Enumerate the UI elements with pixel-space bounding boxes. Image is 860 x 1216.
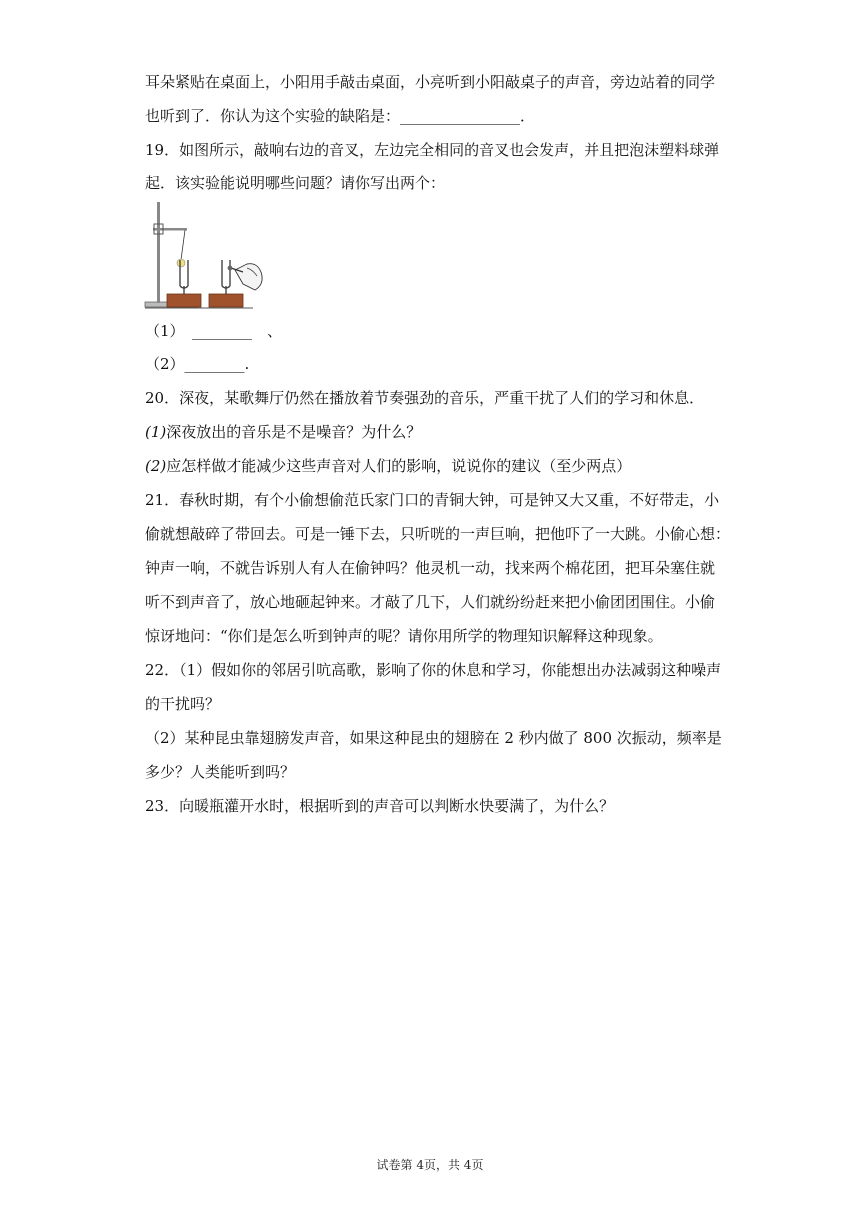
q20-sub-1: (1)深夜放出的音乐是不是噪音？为什么？	[145, 423, 422, 441]
q20-sub-2: (2)应怎样做才能减少这些声音对人们的影响，说说你的建议（至少两点）	[145, 457, 632, 475]
q21-line-5: 惊讶地问：“你们是怎么听到钟声的呢？请你用所学的物理知识解释这种现象。	[145, 627, 663, 645]
q18-line-2: 也听到了．你认为这个实验的缺陷是：________________．	[145, 107, 536, 125]
q21-line-3: 钟声一响，不就告诉别人有人在偷钟吗？他灵机一动，找来两个棉花团，把耳朵塞住就	[145, 559, 716, 577]
q22-line-3: （2）某种昆虫靠翅膀发声音，如果这种昆虫的翅膀在 2 秒内做了 800 次振动，频率是	[145, 729, 722, 747]
q21-line-1: 21．春秋时期，有个小偷想偷范氏家门口的青铜大钟，可是钟又大又重，不好带走，小	[145, 491, 720, 509]
q21-line-4: 听不到声音了，放心地砸起钟来。才敲了几下，人们就纷纷赶来把小偷团团围住。小偷	[145, 593, 716, 611]
q20-line-1: 20．深夜，某歌舞厅仍然在播放着节奏强劲的音乐，严重干扰了人们的学习和休息．	[145, 389, 705, 407]
q18-line-1: 耳朵紧贴在桌面上，小阳用手敲击桌面，小亮听到小阳敲桌子的声音，旁边站着的同学	[145, 73, 716, 91]
q22-line-2: 的干扰吗？	[145, 695, 221, 713]
q19-line-2: 起．该实验能说明哪些问题？请你写出两个：	[145, 174, 446, 192]
q19-blank-2: （2）________.	[145, 355, 250, 373]
q22-line-1: 22．（1）假如你的邻居引吭高歌，影响了你的休息和学习，你能想出办法减弱这种噪声	[145, 661, 722, 679]
q22-line-4: 多少？人类能听到吗？	[145, 763, 296, 781]
tuning-fork-figure	[143, 198, 271, 314]
page-footer: 试卷第 4页，共 4页	[376, 1158, 484, 1172]
q19-line-1: 19．如图所示，敲响右边的音叉，左边完全相同的音叉也会发声，并且把泡沫塑料球弹	[145, 141, 720, 159]
q21-line-2: 偷就想敲碎了带回去。可是一锤下去，只听咣的一声巨响，把他吓了一大跳。小偷心想：	[145, 525, 731, 543]
q23-line-1: 23．向暖瓶灌开水时，根据听到的声音可以判断水快要满了，为什么？	[145, 797, 615, 815]
q19-blank-1: （1） ________ 、	[145, 322, 283, 340]
